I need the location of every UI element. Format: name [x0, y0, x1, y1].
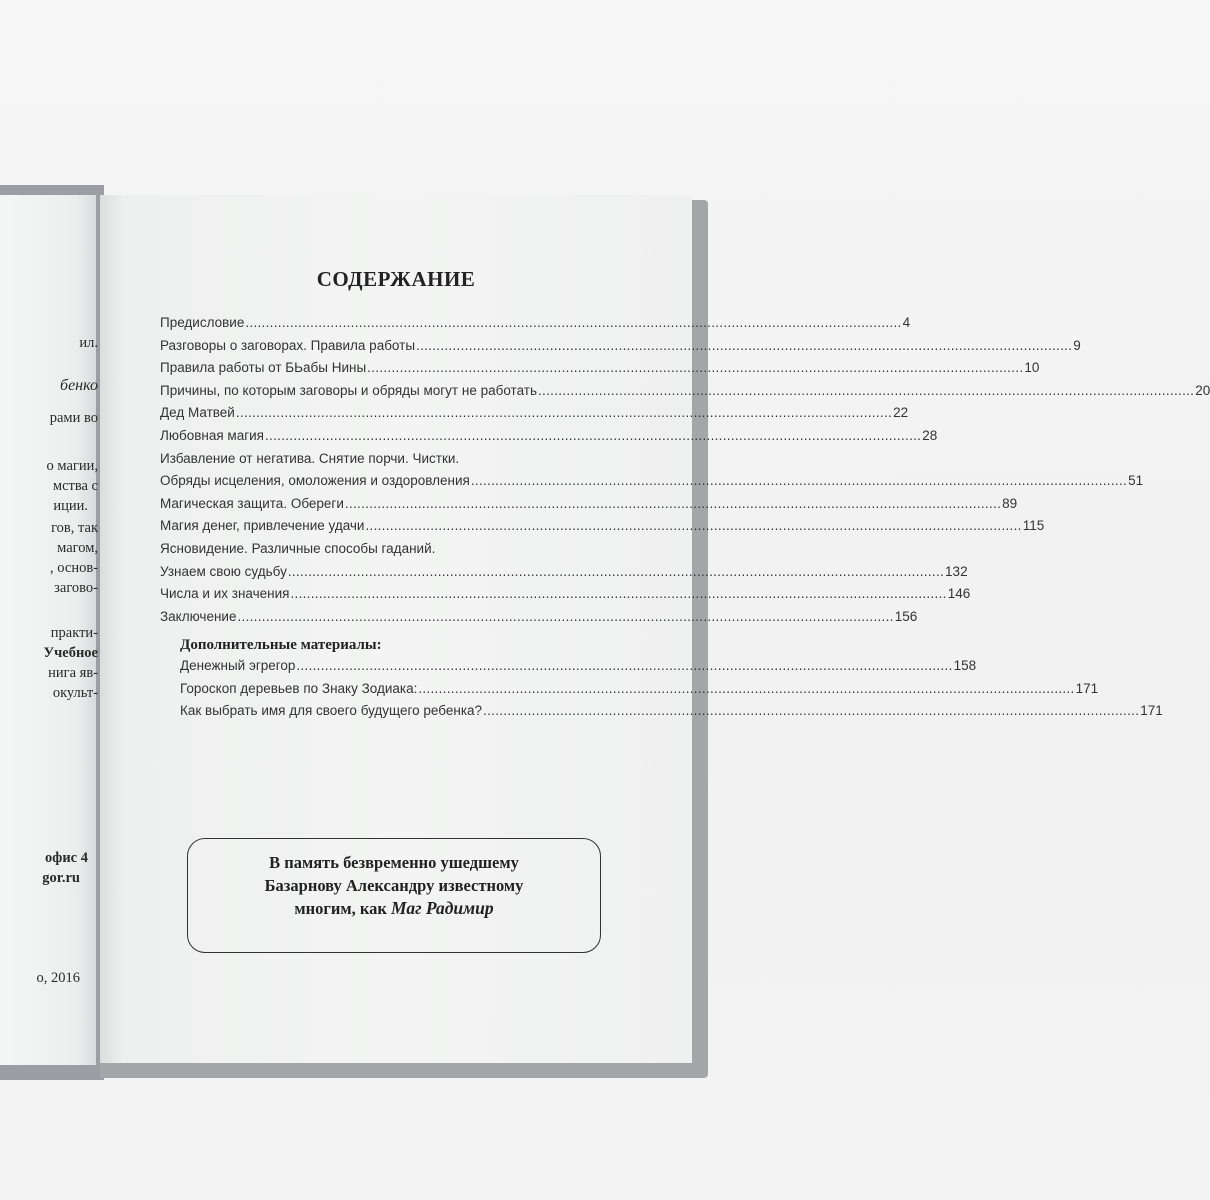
toc-page-number: 10	[1024, 360, 1040, 376]
left-page-line: нига яв-	[48, 665, 98, 681]
toc-dot-leader	[345, 496, 1001, 511]
toc-page-number: 20	[1195, 382, 1210, 398]
left-page-line: мства с	[52, 478, 98, 494]
left-page-line: магом,	[57, 540, 98, 556]
additional-materials	[180, 637, 1163, 726]
toc-entry-title: Денежный эгрегор	[180, 658, 296, 673]
left-page-line: иции.	[53, 498, 88, 514]
toc-entry	[160, 495, 1018, 519]
left-page-line: Учебное	[43, 645, 98, 661]
toc-page-number: 4	[902, 315, 911, 330]
toc-page-number: 158	[953, 658, 977, 673]
toc-entry	[160, 586, 971, 609]
toc-entry-title: Заключение	[160, 608, 237, 624]
toc-page-number: 28	[922, 427, 938, 443]
toc-entry-title: Магическая защита. Обереги	[160, 495, 344, 511]
toc-entry	[180, 680, 1099, 704]
toc-page-number: 171	[1075, 680, 1099, 696]
toc-entry	[160, 405, 909, 428]
toc-dot-leader	[471, 473, 1127, 488]
toc-page-number: 146	[947, 586, 971, 602]
toc-page-number: 156	[894, 608, 918, 624]
toc-entry-title: Правила работы от БЬабы Нины	[160, 360, 367, 376]
toc-entry-title: Предисловие	[160, 315, 245, 330]
left-page-line: , основ-	[50, 560, 98, 576]
left-page-line: о, 2016	[36, 970, 80, 986]
toc-entry-title: Узнаем свою судьбу	[160, 563, 287, 579]
toc-page-number: 89	[1002, 495, 1018, 511]
toc-dot-leader	[296, 658, 952, 673]
left-page-line: окульт-	[52, 685, 98, 701]
left-page-line: офис 4	[45, 850, 88, 866]
right-page	[100, 195, 1210, 1063]
toc-page-number: 171	[1140, 703, 1163, 719]
left-page-line: о магии,	[46, 458, 98, 474]
memorial-line: Базарнову Александру известному	[264, 876, 524, 895]
toc-dot-leader	[237, 609, 893, 624]
toc-entry	[160, 563, 968, 587]
memorial-line: В память безвременно ушедшему	[269, 853, 519, 872]
toc-entry	[180, 703, 1163, 726]
memorial-line: многим, как	[294, 899, 392, 918]
toc-entry-title: Гороскоп деревьев по Знаку Зодиака:	[180, 680, 418, 696]
toc-page-number: 115	[1022, 518, 1045, 534]
toc-dot-leader	[367, 360, 1023, 375]
toc-dot-leader	[483, 703, 1139, 718]
contents-title: СОДЕРЖАНИЕ	[316, 267, 476, 291]
toc-entry-title: Причины, по которым заговоры и обряды могут не работать	[160, 382, 537, 398]
toc-entry-title: Ясновидение. Различные способы гаданий.	[160, 540, 436, 556]
toc-entry	[160, 337, 1081, 361]
toc-entry	[160, 315, 911, 338]
toc-page-number: 22	[893, 405, 909, 421]
toc-dot-leader	[245, 315, 901, 330]
left-page-line: бенко	[60, 377, 98, 394]
toc-dot-leader	[365, 518, 1021, 533]
toc-page-number: 51	[1128, 473, 1144, 489]
toc-entry	[160, 541, 626, 564]
toc-entry-title: Обряды исцеления, омоложения и оздоровления	[160, 473, 470, 489]
toc-dot-leader	[290, 586, 946, 601]
memorial-box	[187, 838, 601, 953]
toc-page-number: 132	[945, 563, 968, 579]
toc-entry	[180, 658, 977, 681]
left-page	[0, 195, 96, 1065]
toc-entry-title: Любовная магия	[160, 427, 264, 443]
left-page-line: gor.ru	[42, 870, 80, 886]
left-page-line: ил.	[79, 335, 98, 351]
toc-entry-title: Как выбрать имя для своего будущего ребенка?	[180, 703, 483, 719]
toc-entry-title: Числа и их значения	[160, 586, 290, 602]
toc-entry	[160, 608, 918, 632]
toc-entry-title: Дед Матвей	[160, 405, 235, 421]
toc-entry	[160, 360, 1040, 383]
left-page-line: гов, так	[51, 520, 98, 536]
toc-entry	[160, 427, 938, 451]
toc-entry	[160, 473, 1144, 496]
toc-page-number: 9	[1073, 337, 1081, 353]
toc-entry	[160, 451, 626, 474]
toc-dot-leader	[416, 338, 1072, 353]
toc-dot-leader	[418, 681, 1074, 696]
toc-dot-leader	[538, 383, 1194, 398]
toc-dot-leader	[288, 564, 944, 579]
additional-materials-heading: Дополнительные материалы:	[180, 637, 382, 653]
toc-dot-leader	[236, 405, 892, 420]
table-of-contents	[160, 315, 1210, 631]
left-page-line: практи-	[50, 625, 98, 641]
toc-entry	[160, 518, 1045, 541]
left-page-line: загово-	[54, 580, 98, 596]
toc-dot-leader	[265, 428, 921, 443]
left-page-line: рами во	[49, 410, 98, 426]
toc-entry	[160, 382, 1210, 406]
memorial-name: Маг Радимир	[391, 898, 494, 918]
toc-entry-title: Магия денег, привлечение удачи	[160, 518, 365, 534]
toc-entry-title: Избавление от негатива. Снятие порчи. Чистки.	[160, 450, 460, 466]
toc-entry-title: Разговоры о заговорах. Правила работы	[160, 337, 416, 353]
